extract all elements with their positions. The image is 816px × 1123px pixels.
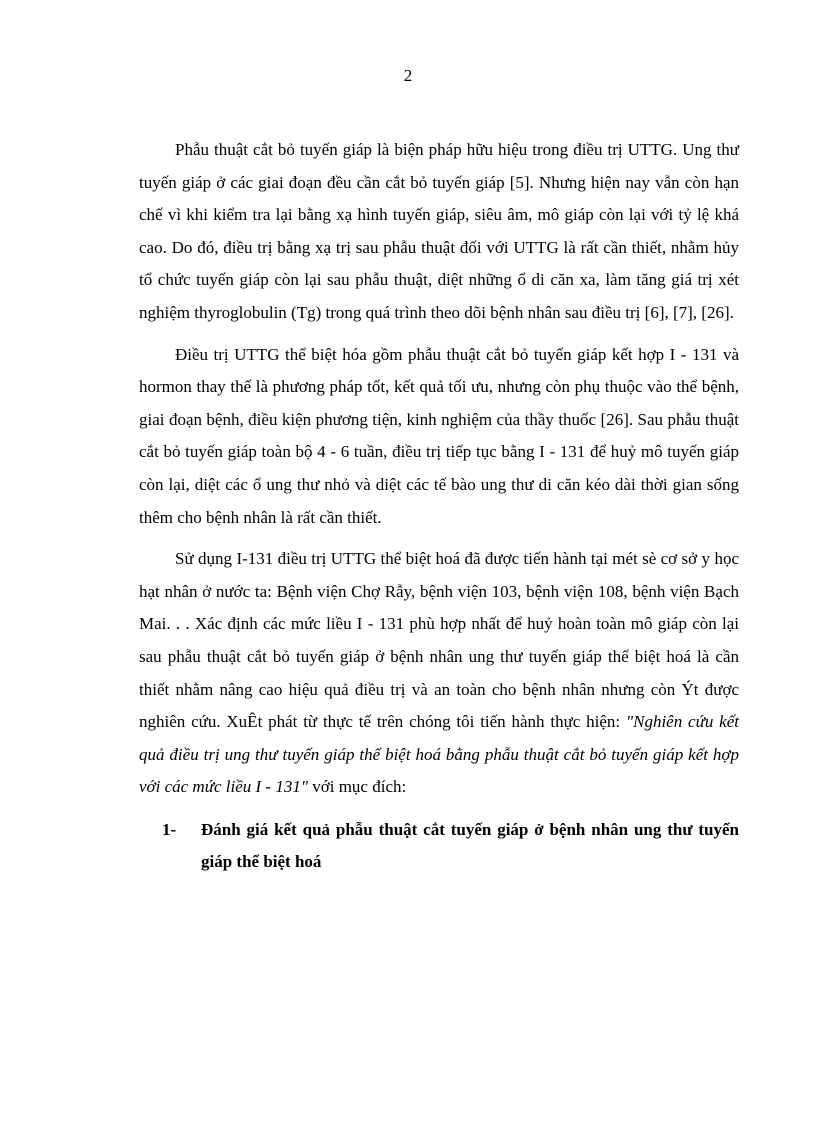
objective-text: Đánh giá kết quả phẫu thuật cắt tuyến giáp ở bệnh nhân ung thư tuyến giáp thể biệt hoá [201, 819, 739, 871]
paragraph-study-text: Sử dụng I-131 điều trị UTTG thể biệt hoá đã được tiến hành tại mét sè cơ sở y học hạt nhân ở nước ta: Bệnh viện Chợ Rẫy, bệnh viện 103, bệnh viện 108, bệnh viện Bạch Mai. . . Xác định các mức liều I - 131 phù hợp nhất để huỷ hoàn toàn mô giáp còn lại sau phẫu thuật cắt bỏ tuyến giáp ở bệnh nhân ung thư tuyến giáp thể biệt hoá là cần thiết nhằm nâng cao hiệu quả điều trị và an toàn cho bệnh nhân nhưng còn Ýt được nghiên cứu. XuÊt phát từ thực tế trên chóng tôi tiến hành thực hiện: [139, 549, 739, 732]
objective-item [139, 814, 739, 878]
objective-marker: 1- [162, 819, 177, 839]
research-title: "Nghiên cứu kết quả điều trị ung thư tuyến giáp thể biệt hoá bằng phẫu thuật cắt bỏ tuyến giáp kết hợp với các mức liều I - 131" [139, 712, 739, 797]
paragraph-treatment-method: Điều trị UTTG thể biệt hóa gồm phẫu thuật cắt bỏ tuyến giáp kết hợp I - 131 và hormon thay thế là phương pháp tốt, kết quả tối ưu, nhưng còn phụ thuộc vào thể bệnh, giai đoạn bệnh, điều kiện phương tiện, kinh nghiệm của thầy thuốc [26]. Sau phẫu thuật cắt bỏ tuyến giáp toàn bộ 4 - 6 tuần, điều trị tiếp tục bằng I - 131 để huỷ mô tuyến giáp còn lại, diệt các ổ ung thư nhỏ và diệt các tế bào ung thư di căn kéo dài thời gian sống thêm cho bệnh nhân là rất cần thiết. [139, 344, 739, 527]
document-body [139, 134, 739, 878]
paragraph-study-ending: với mục đích: [307, 777, 407, 797]
page-number: 2 [403, 66, 413, 85]
paragraph-surgery-overview: Phẫu thuật cắt bỏ tuyến giáp là biện pháp hữu hiệu trong điều trị UTTG. Ung thư tuyến giáp ở các giai đoạn đều cần cắt bỏ tuyến giáp [5]. Nhưng hiện nay vẫn còn hạn chế vì khi kiểm tra lại bằng xạ hình tuyến giáp, siêu âm, mô giáp còn lại với tỷ lệ khá cao. Do đó, điều trị bằng xạ trị sau phẫu thuật đối với UTTG là rất cần thiết, nhằm hủy tổ chức tuyến giáp còn lại sau phẫu thuật, diệt những ổ di căn xa, làm tăng giá trị xét nghiệm thyroglobulin (Tg) trong quá trình theo dõi bệnh nhân sau điều trị [6], [7], [26]. [139, 140, 739, 322]
paragraph-study-purpose [139, 543, 739, 804]
